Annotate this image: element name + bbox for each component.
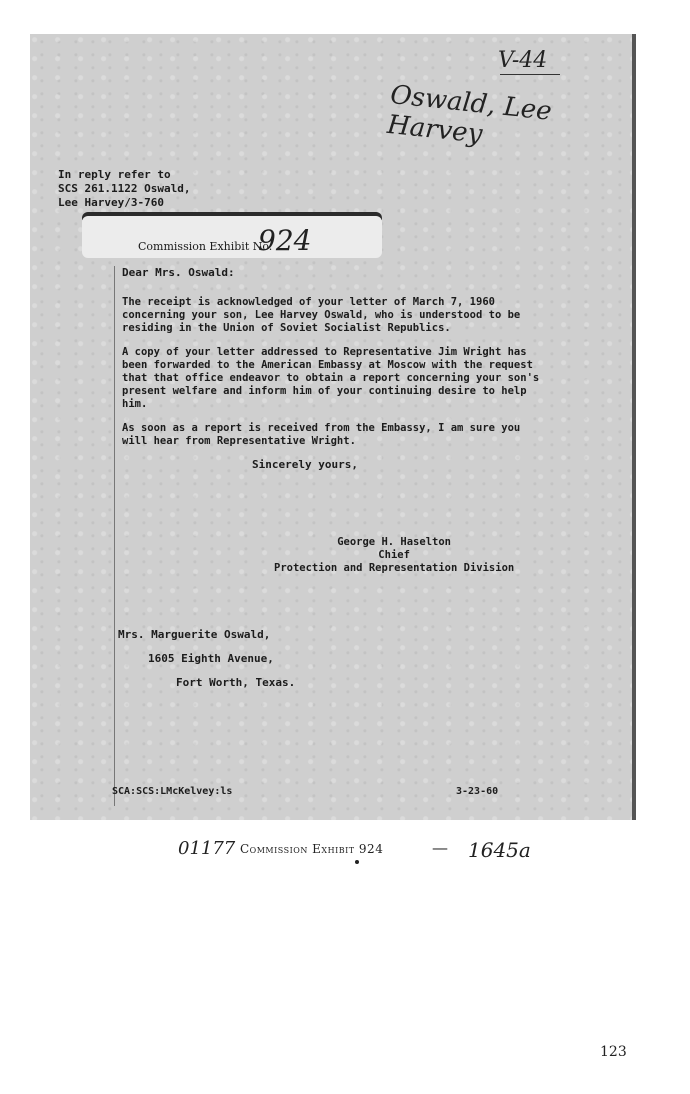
reply-ref-line: SCS 261.1122 Oswald, xyxy=(58,182,191,195)
signature-line: Chief xyxy=(378,549,410,561)
signature-block xyxy=(274,536,514,575)
reply-ref-line: Lee Harvey/3-760 xyxy=(58,196,164,209)
paragraph: As soon as a report is received from the Embassy, I am sure you will hear from Representative Wright. xyxy=(122,422,521,447)
document-photocopy xyxy=(30,34,636,820)
page-number: 123 xyxy=(600,1044,627,1060)
address-line: Mrs. Marguerite Oswald, xyxy=(118,628,271,641)
exhibit-label: Commission Exhibit No. xyxy=(138,240,273,253)
footer-left-number: 01177 xyxy=(178,838,236,859)
closing: Sincerely yours, xyxy=(252,458,358,471)
reply-ref-line: In reply refer to xyxy=(58,168,171,181)
handwritten-file-number: V-44 xyxy=(498,48,548,73)
signature-line: Protection and Representation Division xyxy=(274,562,515,574)
signature-line: George H. Haselton xyxy=(337,536,451,548)
paragraph: A copy of your letter addressed to Representative Jim Wright has been forwarded to the American Embassy at Moscow with the request that that office endeavor to obtain a report concerning your son's present welfare and inform him of your continuing desire to help him. xyxy=(122,346,540,410)
paragraph: The receipt is acknowledged of your letter of March 7, 1960 concerning your son, Lee Harvey Oswald, who is understood to be residing in the Union of Soviet Socialist Republics. xyxy=(122,296,521,334)
exhibit-number: 924 xyxy=(258,224,312,257)
address-line: Fort Worth, Texas. xyxy=(176,676,296,689)
typist-initials: SCA:SCS:LMcKelvey:ls xyxy=(112,786,233,797)
page-edge xyxy=(632,34,636,820)
handwritten-name: Oswald, Lee Harvey xyxy=(385,80,554,150)
address-line: 1605 Eighth Avenue, xyxy=(148,652,274,665)
salutation: Dear Mrs. Oswald: xyxy=(122,266,235,279)
footer-title: Commission Exhibit 924 xyxy=(240,842,384,856)
margin-line xyxy=(114,266,115,806)
file-number-underline xyxy=(500,74,560,75)
exhibit-footer xyxy=(0,838,690,868)
footer-dash: — xyxy=(432,838,448,857)
footer-right-number: 1645a xyxy=(468,838,531,862)
letter-date: 3-23-60 xyxy=(456,786,499,797)
reply-reference xyxy=(58,168,190,210)
footer-dot xyxy=(355,860,359,864)
